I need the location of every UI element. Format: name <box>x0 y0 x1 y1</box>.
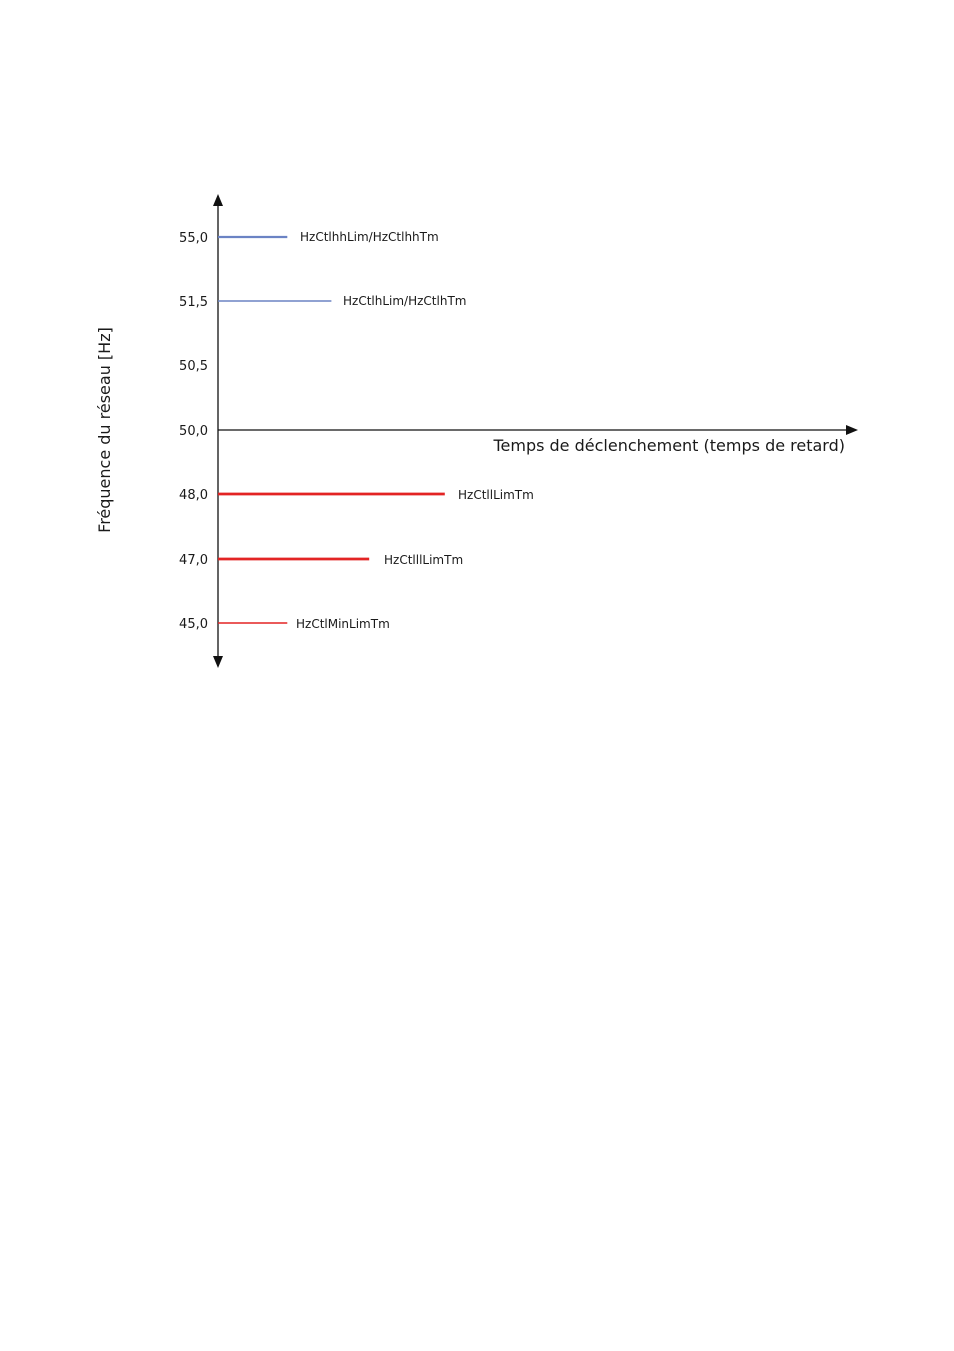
threshold-label-h: HzCtlhLim/HzCtlhTm <box>343 294 467 308</box>
y-tick-label: 45,0 <box>179 617 208 632</box>
y-tick-label: 50,0 <box>179 424 208 439</box>
y-tick-label: 55,0 <box>179 231 208 246</box>
y-axis-title: Fréquence du réseau [Hz] <box>95 327 114 533</box>
y-tick-label: 51,5 <box>179 295 208 310</box>
y-tick-label: 48,0 <box>179 488 208 503</box>
y-tick-label: 47,0 <box>179 553 208 568</box>
threshold-label-ll: HzCtlllLimTm <box>384 553 464 567</box>
threshold-label-min: HzCtlMinLimTm <box>296 617 390 631</box>
threshold-label-l: HzCtllLimTm <box>458 488 534 502</box>
y-tick-labels <box>179 231 208 632</box>
y-axis-arrow-down <box>213 656 223 668</box>
x-axis-arrow <box>846 425 858 435</box>
threshold-label-hh: HzCtlhhLim/HzCtlhhTm <box>300 230 439 244</box>
x-axis-title: Temps de déclenchement (temps de retard) <box>493 436 845 455</box>
y-tick-label: 50,5 <box>179 359 208 374</box>
y-axis-arrow-up <box>213 194 223 206</box>
